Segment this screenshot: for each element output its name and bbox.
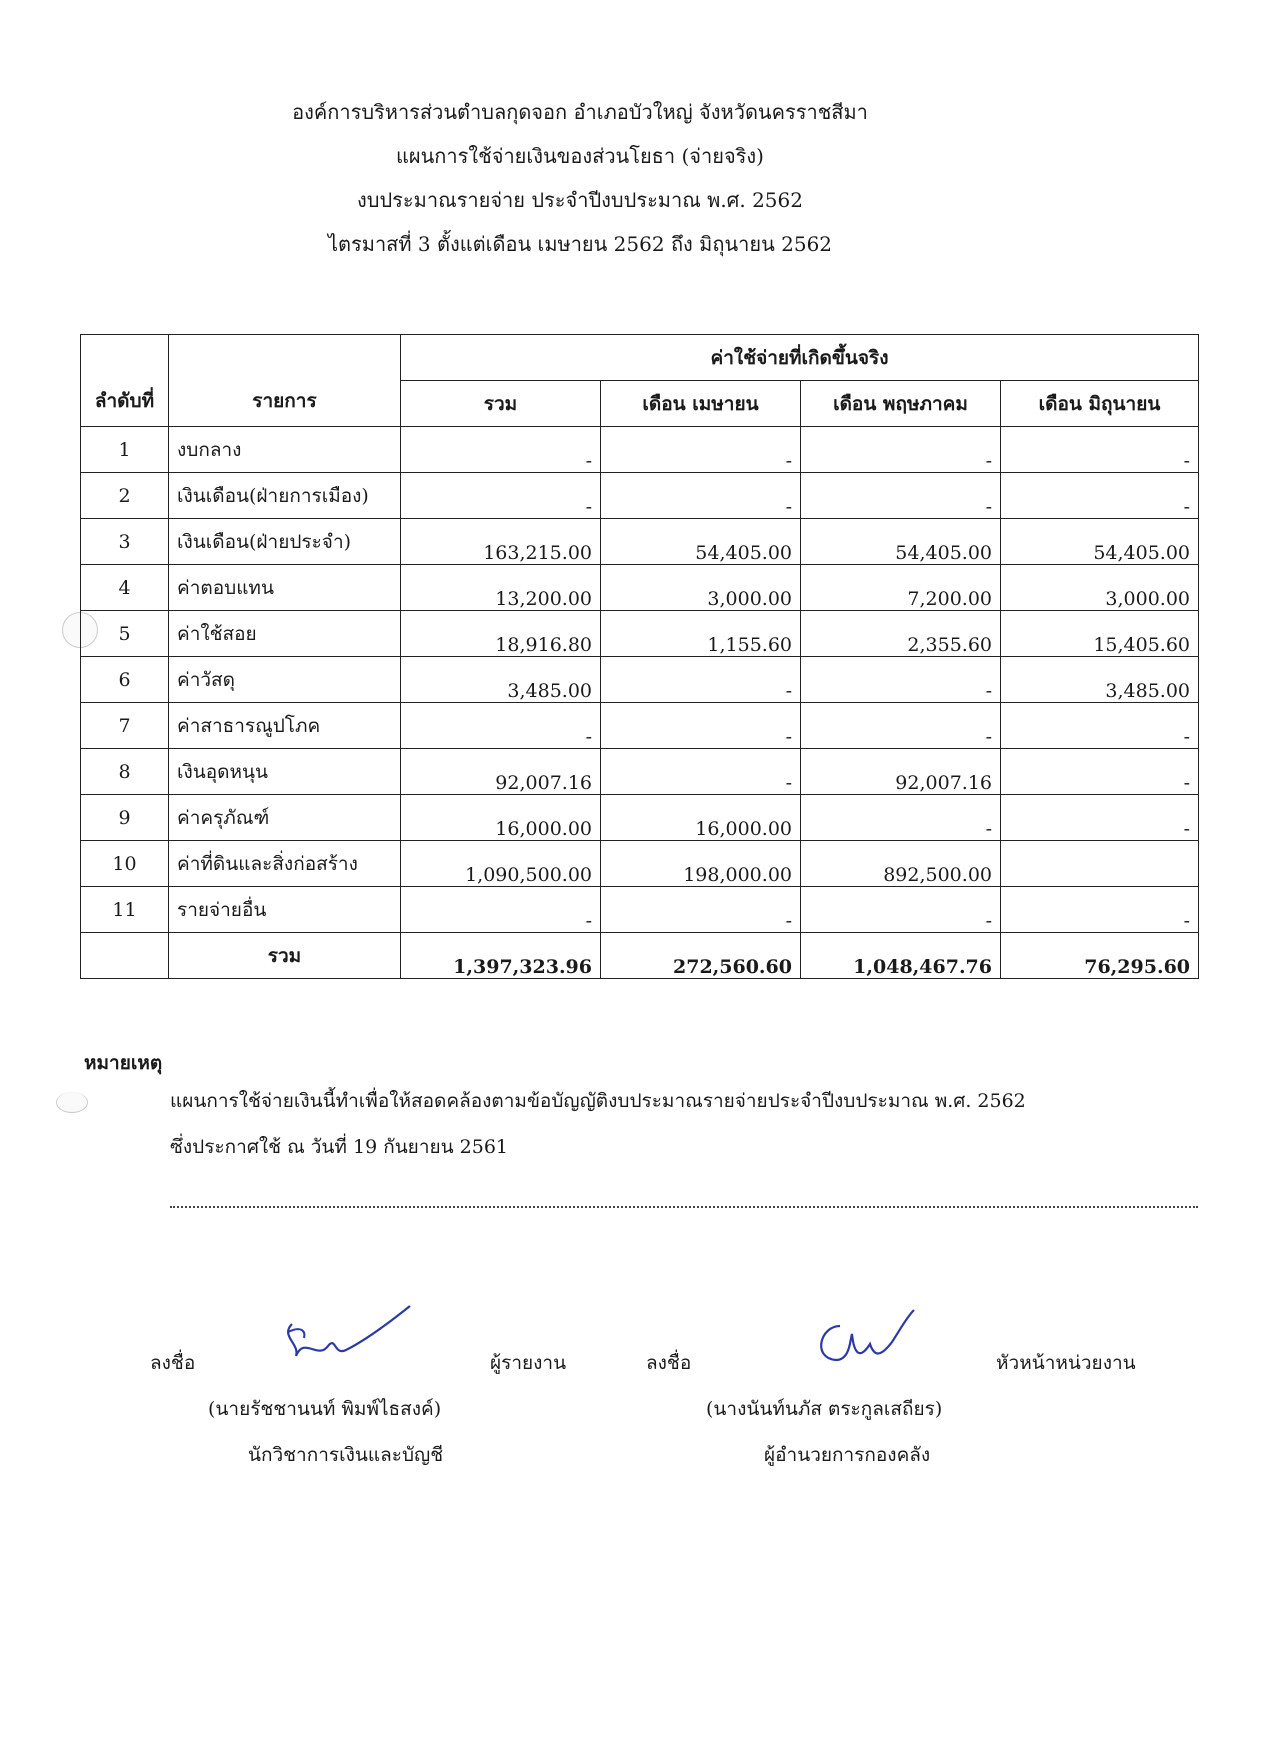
table-header-row-1 [81, 335, 1199, 381]
row-no-cell: 1 [81, 427, 169, 473]
row-june-cell: - [1001, 749, 1199, 795]
row-item-cell: เงินอุดหนุน [169, 749, 401, 795]
col-header-april: เดือน เมษายน [601, 381, 801, 427]
col-header-june: เดือน มิถุนายน [1001, 381, 1199, 427]
table-row [81, 887, 1199, 933]
row-item-cell: ค่าวัสดุ [169, 657, 401, 703]
dotted-divider [170, 1206, 1198, 1208]
table-row [81, 841, 1199, 887]
total-sum: 1,397,323.96 [401, 933, 601, 979]
row-total-cell: - [401, 887, 601, 933]
header-quarter: ไตรมาสที่ 3 ตั้งแต่เดือน เมษายน 2562 ถึง มิถุนายน 2562 [327, 232, 833, 256]
table-row [81, 473, 1199, 519]
row-may-cell: 92,007.16 [801, 749, 1001, 795]
row-no-cell: 11 [81, 887, 169, 933]
right-signer-position: ผู้อำนวยการกองคลัง [764, 1444, 931, 1466]
row-june-cell [1001, 841, 1199, 887]
col-header-item: รายการ [169, 335, 401, 427]
right-sign-label: ลงชื่อ [646, 1352, 692, 1374]
document-header [0, 96, 1160, 272]
total-april: 272,560.60 [601, 933, 801, 979]
row-may-cell: - [801, 703, 1001, 749]
row-may-cell: - [801, 473, 1001, 519]
total-may: 1,048,467.76 [801, 933, 1001, 979]
row-may-cell: - [801, 657, 1001, 703]
row-april-cell: - [601, 657, 801, 703]
row-item-cell: ค่าสาธารณูปโภค [169, 703, 401, 749]
total-label: รวม [169, 933, 401, 979]
row-item-cell: ค่าตอบแทน [169, 565, 401, 611]
table-row [81, 519, 1199, 565]
row-item-cell: ค่าครุภัณฑ์ [169, 795, 401, 841]
row-total-cell: 163,215.00 [401, 519, 601, 565]
row-april-cell: - [601, 749, 801, 795]
table-row [81, 749, 1199, 795]
table-body [81, 427, 1199, 933]
row-june-cell: - [1001, 427, 1199, 473]
header-plan-title: แผนการใช้จ่ายเงินของส่วนโยธา (จ่ายจริง) [396, 144, 764, 168]
col-header-no: ลำดับที่ [81, 335, 169, 427]
note-title: หมายเหตุ [84, 1052, 163, 1074]
table-row [81, 657, 1199, 703]
row-total-cell: 92,007.16 [401, 749, 601, 795]
row-may-cell: 7,200.00 [801, 565, 1001, 611]
left-signer-position: นักวิชาการเงินและบัญชี [248, 1444, 444, 1466]
left-signature-image [270, 1296, 420, 1376]
row-total-cell: - [401, 473, 601, 519]
punch-hole-bottom [56, 1092, 88, 1113]
row-no-cell: 3 [81, 519, 169, 565]
total-june: 76,295.60 [1001, 933, 1199, 979]
col-header-total: รวม [401, 381, 601, 427]
col-header-may: เดือน พฤษภาคม [801, 381, 1001, 427]
row-no-cell: 2 [81, 473, 169, 519]
row-no-cell: 6 [81, 657, 169, 703]
row-no-cell: 7 [81, 703, 169, 749]
note-line-2: ซึ่งประกาศใช้ ณ วันที่ 19 กันยายน 2561 [170, 1136, 509, 1158]
row-no-cell: 8 [81, 749, 169, 795]
row-no-cell: 4 [81, 565, 169, 611]
row-june-cell: - [1001, 703, 1199, 749]
row-item-cell: ค่าใช้สอย [169, 611, 401, 657]
row-april-cell: - [601, 473, 801, 519]
row-total-cell: - [401, 427, 601, 473]
row-item-cell: ค่าที่ดินและสิ่งก่อสร้าง [169, 841, 401, 887]
row-april-cell: 3,000.00 [601, 565, 801, 611]
header-organization: องค์การบริหารส่วนตำบลกุดจอก อำเภอบัวใหญ่ จังหวัดนครราชสีมา [292, 100, 868, 124]
note-line-1: แผนการใช้จ่ายเงินนี้ทำเพื่อให้สอดคล้องตามข้อบัญญัติงบประมาณรายจ่ายประจำปีงบประมาณ พ.ศ. 2562 [170, 1090, 1026, 1112]
left-role-reporter: ผู้รายงาน [490, 1352, 567, 1374]
row-june-cell: 3,485.00 [1001, 657, 1199, 703]
row-june-cell: 3,000.00 [1001, 565, 1199, 611]
row-total-cell: 18,916.80 [401, 611, 601, 657]
row-june-cell: 15,405.60 [1001, 611, 1199, 657]
right-signer-name: (นางนันท์นภัส ตระกูลเสถียร) [706, 1398, 943, 1420]
row-item-cell: เงินเดือน(ฝ่ายการเมือง) [169, 473, 401, 519]
row-april-cell: 16,000.00 [601, 795, 801, 841]
row-april-cell: - [601, 703, 801, 749]
row-june-cell: - [1001, 887, 1199, 933]
row-total-cell: 1,090,500.00 [401, 841, 601, 887]
expense-table [80, 334, 1199, 979]
total-no-cell [81, 933, 169, 979]
row-april-cell: - [601, 427, 801, 473]
row-may-cell: 2,355.60 [801, 611, 1001, 657]
row-may-cell: - [801, 427, 1001, 473]
right-role-head: หัวหน้าหน่วยงาน [996, 1352, 1136, 1374]
row-no-cell: 5 [81, 611, 169, 657]
row-june-cell: - [1001, 795, 1199, 841]
row-april-cell: 54,405.00 [601, 519, 801, 565]
col-group-actual-expense: ค่าใช้จ่ายที่เกิดขึ้นจริง [401, 335, 1199, 381]
row-may-cell: - [801, 795, 1001, 841]
row-may-cell: 892,500.00 [801, 841, 1001, 887]
table-row [81, 611, 1199, 657]
row-item-cell: งบกลาง [169, 427, 401, 473]
header-budget-year: งบประมาณรายจ่าย ประจำปีงบประมาณ พ.ศ. 2562 [357, 188, 803, 212]
row-no-cell: 10 [81, 841, 169, 887]
row-april-cell: - [601, 887, 801, 933]
row-total-cell: - [401, 703, 601, 749]
row-item-cell: รายจ่ายอื่น [169, 887, 401, 933]
row-no-cell: 9 [81, 795, 169, 841]
left-sign-label: ลงชื่อ [150, 1352, 196, 1374]
row-april-cell: 1,155.60 [601, 611, 801, 657]
left-signer-name: (นายรัชชานนท์ พิมพ์ไธสงค์) [208, 1398, 442, 1420]
row-total-cell: 3,485.00 [401, 657, 601, 703]
table-row [81, 565, 1199, 611]
row-may-cell: 54,405.00 [801, 519, 1001, 565]
table-total-row [81, 933, 1199, 979]
right-signature-image [800, 1304, 930, 1374]
table-row [81, 795, 1199, 841]
row-april-cell: 198,000.00 [601, 841, 801, 887]
row-june-cell: - [1001, 473, 1199, 519]
row-total-cell: 16,000.00 [401, 795, 601, 841]
row-item-cell: เงินเดือน(ฝ่ายประจำ) [169, 519, 401, 565]
row-may-cell: - [801, 887, 1001, 933]
row-june-cell: 54,405.00 [1001, 519, 1199, 565]
table-row [81, 703, 1199, 749]
row-total-cell: 13,200.00 [401, 565, 601, 611]
table-row [81, 427, 1199, 473]
